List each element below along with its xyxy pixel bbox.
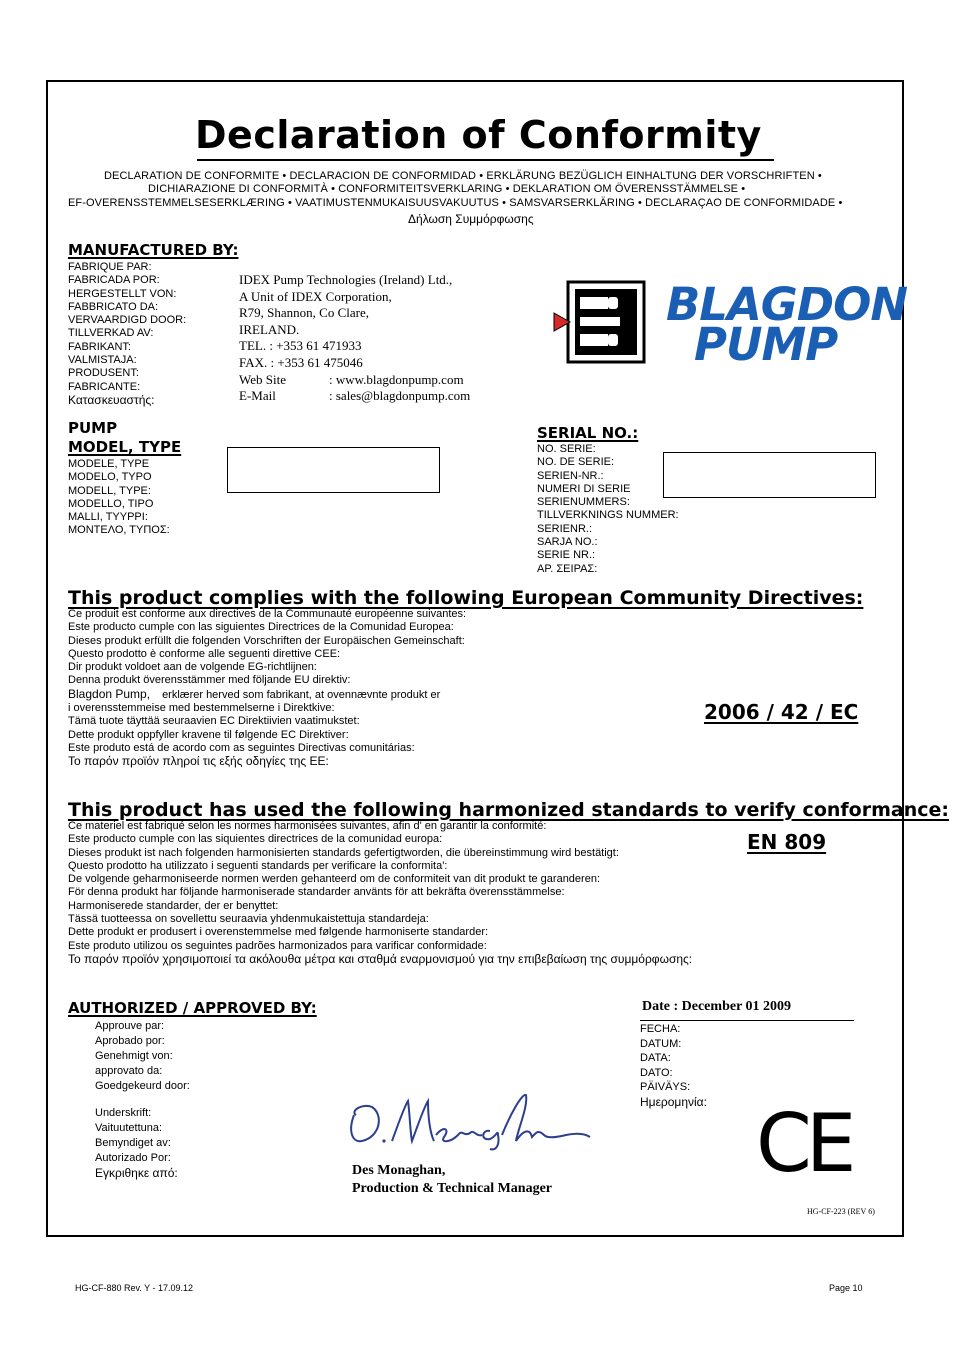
email-row xyxy=(239,388,470,405)
directive-line: Denna produkt överensstämmer med följande EU direktiv: xyxy=(68,674,351,687)
date-label: DATUM: xyxy=(640,1037,682,1050)
pump-model-heading: MODEL, TYPE xyxy=(68,438,182,456)
manufacturer-label: TILLVERKAD AV: xyxy=(68,327,154,340)
title-translation-3: EF-OVERENSSTEMMELSESERKLÆRING • VAATIMUSTENMUKAISUUSVAKUUTUS • SAMSVARSERKLÄRING • DECLARAÇAO DE CONFORMIDADE • xyxy=(68,197,843,209)
title-translation-1: DECLARATION DE CONFORMITE • DECLARACION DE CONFORMIDAD • ERKLÄRUNG BEZÜGLICH EINHALTUNG DER VORSCHRIFTEN • xyxy=(104,170,822,182)
directive-line: Este produto está de acordo com as seguintes Directivas comunitárias: xyxy=(68,741,415,754)
serial-label: SERIE NR.: xyxy=(537,549,596,562)
serial-label: NO. SERIE: xyxy=(537,443,596,455)
authorized-labels-b xyxy=(95,1106,178,1181)
form-code: HG-CF-223 (REV 6) xyxy=(807,1207,875,1216)
blagdon-logo xyxy=(550,278,908,371)
manufacturer-heading: MANUFACTURED BY: xyxy=(68,241,239,259)
serial-label: SERIEN-NR.: xyxy=(537,469,604,482)
address-line: IDEX Pump Technologies (Ireland) Ltd., xyxy=(239,272,453,287)
pump-labels xyxy=(68,458,170,538)
serial-heading: SERIAL NO.: xyxy=(537,424,639,442)
authorized-label: Εγκριθηκε από: xyxy=(95,1166,178,1180)
logo-line-2: PUMP xyxy=(694,318,838,371)
serial-label: NO. DE SERIE: xyxy=(537,456,615,469)
directives-heading: This product complies with the following European Community Directives: xyxy=(68,587,864,609)
standard-line: Harmoniserede standarder, der er benyttet: xyxy=(68,899,279,912)
standard-line: Este producto cumple con las siquientes directrices de la comunidad europa: xyxy=(68,833,443,846)
date-label: DATA: xyxy=(640,1052,671,1065)
date-label: DATO: xyxy=(640,1066,673,1079)
directive-line: i overensstemmeise med bestemmelserne i Direktkive: xyxy=(68,702,335,715)
directive-line: Dette produkt oppfyller kravene til følgende EC Direktiver: xyxy=(68,728,349,741)
title-translation-2: DICHIARAZIONE DI CONFORMITÀ • CONFORMITEITSVERKLARING • DEKLARATION OM ÖVERENSSTÄMMELSE • xyxy=(148,183,746,195)
authorized-label: Bemyndiget av: xyxy=(95,1137,171,1149)
manufacturer-label: VALMISTAJA: xyxy=(68,354,137,367)
directive-line: erklærer herved som fabrikant, at ovennævnte produkt er xyxy=(162,688,441,701)
email-label: E-Mail xyxy=(239,388,276,404)
authorized-heading: AUTHORIZED / APPROVED BY: xyxy=(68,999,317,1017)
authorized-label: Genehmigt von: xyxy=(95,1050,173,1062)
directive-code: 2006 / 42 / EC xyxy=(704,700,859,724)
pump-label: ΜΟΝΤΕΛΟ, ΤΥΠΟΣ: xyxy=(68,524,170,537)
pump-model-field[interactable] xyxy=(227,447,440,493)
pump-label: MODELL, TYPE: xyxy=(68,484,151,497)
standard-line: De volgende geharmoniseerde normen werden gehanteerd om de conformiteit van dit produkt te garanderen: xyxy=(68,873,600,886)
blagdon-b-icon xyxy=(550,279,650,365)
directive-line-blagdon xyxy=(68,688,466,702)
signatory-name: Des Monaghan, xyxy=(352,1163,446,1178)
date-label: PÄIVÄYS: xyxy=(640,1081,691,1094)
manufacturer-label: HERGESTELLT VON: xyxy=(68,287,177,300)
address-line: R79, Shannon, Co Clare, xyxy=(239,305,369,321)
serial-label: SARJA NO.: xyxy=(537,536,598,549)
standard-line: Dette produkt er produsert i overenstemmelse med følgende harmoniserte standarder: xyxy=(68,926,489,939)
manufacturer-label: FABRICADA POR: xyxy=(68,274,160,287)
serial-label: ΑΡ. ΣΕΙΡΑΣ: xyxy=(537,562,598,575)
address-line: FAX. : +353 61 475046 xyxy=(239,354,363,370)
pump-heading: PUMP xyxy=(68,419,118,437)
authorized-label: Aprobado por: xyxy=(95,1035,165,1047)
directive-line: Tämä tuote täyttää seuraavien EC Direktiivien vaatimukstet: xyxy=(68,715,360,728)
standards-lines xyxy=(68,820,692,966)
manufacturer-label: FABRICANTE: xyxy=(68,380,141,393)
manufacturer-address xyxy=(239,272,470,405)
serial-label: SERIENR.: xyxy=(537,522,593,535)
authorized-label: approvato da: xyxy=(95,1065,163,1077)
directive-line: Dir produkt voldoet aan de volgende EG-richtlijnen: xyxy=(68,661,317,674)
pump-label: MODELLO, TIPO xyxy=(68,497,154,510)
serial-label: TILLVERKNINGS NUMMER: xyxy=(537,509,679,522)
address-line: A Unit of IDEX Corporation, xyxy=(239,288,392,304)
manufacturer-label: PRODUSENT: xyxy=(68,367,139,380)
signatory-position: Production & Technical Manager xyxy=(352,1181,553,1196)
date-label: Ημερομηνία: xyxy=(640,1094,707,1109)
pump-label: MODELE, TYPE xyxy=(68,458,150,470)
website-value[interactable]: : www.blagdonpump.com xyxy=(329,371,464,387)
pump-label: MODELO, TYPO xyxy=(68,471,152,484)
website-row xyxy=(239,372,470,389)
authorized-label: Vaituutettuna: xyxy=(95,1122,163,1134)
standard-line: Questo prodotto ha utilizzato i seguenti standards per verificare la conformita': xyxy=(68,859,448,872)
authorized-label: Goedgekeurd door: xyxy=(95,1080,190,1092)
ce-mark: CE xyxy=(756,1097,851,1190)
directives-lines xyxy=(68,608,466,769)
date-heading: Date : December 01 2009 xyxy=(642,999,792,1014)
standard-line: Το παρόν προϊόν χρησιμοποιεί τα ακόλουθα μέτρα και σταθμά εναρμονισμού για την επιβεβαίωση της συμμόρφωσης: xyxy=(68,951,693,966)
directive-line: Questo prodotto è conforme alle seguenti direttive CEE: xyxy=(68,647,341,660)
directive-line: Ce produit est conforme aux directives de la Communauté européenne suivantes: xyxy=(68,608,467,620)
directive-line: Dieses produkt erfüllt die folgenden Vorschriften der Europäischen Gemeinschaft: xyxy=(68,634,465,647)
serial-label: NUMERI DI SERIE xyxy=(537,482,631,495)
standards-heading: This product has used the following harmonized standards to verify conformance: xyxy=(68,799,949,821)
manufacturer-label: Κατασκευαστής: xyxy=(68,392,155,407)
authorized-labels-a xyxy=(95,1019,190,1094)
serial-labels xyxy=(537,443,679,576)
title-translation-greek: Δήλωση Συμμόρφωσης xyxy=(408,212,534,226)
authorized-label: Underskrift: xyxy=(95,1107,152,1119)
address-line: IRELAND. xyxy=(239,321,300,337)
authorized-label: Autorizado Por: xyxy=(95,1152,171,1164)
date-underline xyxy=(640,1020,854,1021)
page-title: Declaration of Conformity xyxy=(195,113,762,157)
address-line: TEL. : +353 61 471933 xyxy=(239,338,362,354)
manufacturer-label: FABBRICATO DA: xyxy=(68,300,159,313)
date-labels xyxy=(640,1022,707,1110)
email-value[interactable]: : sales@blagdonpump.com xyxy=(329,388,471,404)
page-number: Page 10 xyxy=(829,1283,863,1293)
manufacturer-label: FABRIQUE PAR: xyxy=(68,261,152,273)
standard-line: Ce materiel est fabriqué selon les normes harmonisées suivantes, afin d' en garantir la conformité: xyxy=(68,820,547,832)
logo-line-1: BLAGDON xyxy=(666,278,908,331)
directive-line: Este producto cumple con las siguientes Directrices de la Comunidad Europea: xyxy=(68,621,454,634)
date-label: FECHA: xyxy=(640,1023,681,1035)
website-label: Web Site xyxy=(239,371,286,387)
manufacturer-label: FABRIKANT: xyxy=(68,340,131,353)
footer-left: HG-CF-880 Rev. Y - 17.09.12 xyxy=(75,1283,194,1293)
standard-line: Dieses produkt ist nach folgenden harmonisierten standards gefertigtworden, die übereinstimmung wird bestätigt: xyxy=(68,846,619,859)
serial-label: SERIENUMMERS: xyxy=(537,496,630,509)
directive-line: Το παρόν προϊόν πληροί τις εξής οδηγίες της ΕΕ: xyxy=(68,754,329,769)
pump-label: MALLI, TYYPPI: xyxy=(68,511,148,524)
serial-number-field[interactable] xyxy=(663,452,876,498)
standard-line: Tässä tuotteessa on sovellettu seuraavia yhdenmukaistettuja standardeja: xyxy=(68,913,429,926)
standard-line: För denna produkt har följande harmoniserade standarder använts för att bekräfta överensstämmelse: xyxy=(68,886,565,899)
standard-code: EN 809 xyxy=(747,830,827,854)
manufacturer-label: VERVAARDIGD DOOR: xyxy=(68,314,187,327)
standard-line: Este produto utilizou os seguintes padrões harmonizados para varificar conformidade: xyxy=(68,939,487,952)
signature-image xyxy=(340,1085,600,1155)
title-underline xyxy=(197,159,774,161)
manufacturer-labels xyxy=(68,261,186,407)
authorized-label: Approuve par: xyxy=(95,1020,165,1032)
blagdon-prefix: Blagdon Pump, xyxy=(68,686,151,701)
